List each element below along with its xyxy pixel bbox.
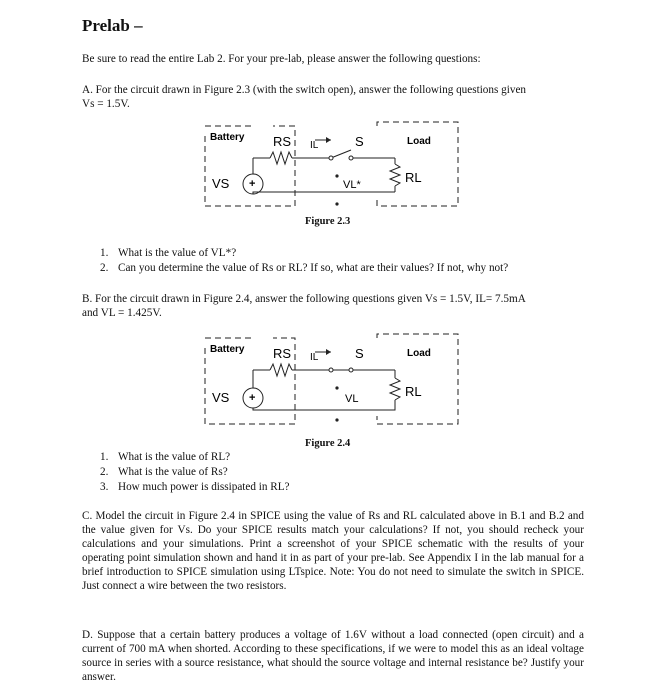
rs-resistor — [270, 152, 292, 164]
section-a-text — [82, 83, 584, 111]
question-a2: 2. Can you determine the value of Rs or RL? If so, what are their values? If not, why not? — [100, 262, 509, 274]
rs-label: RS — [273, 346, 292, 361]
battery-label: Battery — [210, 344, 245, 355]
load-box — [377, 122, 458, 206]
section-b-line2: and VL = 1.425V. — [82, 307, 162, 319]
question-b1: 1. What is the value of RL? — [100, 451, 231, 463]
switch-label: S — [355, 346, 364, 361]
circuit-diagram-2-3 — [195, 118, 465, 218]
page-title: Prelab – — [82, 16, 143, 35]
il-label: IL — [310, 352, 319, 363]
load-label: Load — [407, 136, 431, 147]
figure-2-3 — [195, 118, 465, 227]
section-a-questions — [100, 246, 508, 276]
figure-2-4-caption: Figure 2.4 — [305, 438, 351, 449]
section-d-text: D. Suppose that a certain battery produces a voltage of 1.6V without a load connected (open circuit) and a current of 700 mA when shorted. According to these specifications, if we were to model this as an ideal voltage source in series with a source resistance, what should the source voltage and internal resistance be? Justify your answer. — [82, 629, 584, 683]
vs-label: VS — [212, 390, 230, 405]
battery-label: Battery — [210, 132, 245, 143]
rl-resistor — [390, 164, 400, 186]
section-c-text: C. Model the circuit in Figure 2.4 in SPICE using the value of Rs and RL calculated above in B.1 and B.2 and the value given for Vs. Do your SPICE results match your calculations? If not, you should recheck your calculations and your simulations. Print a screenshot of your SPICE schematic with the results of your operating point simulation shown and hand it in as part of your pre-lab. See Appendix I in the lab manual for a brief introduction to SPICE simulation using LTspice. Note: You do not need to simulate the switch in SPICE. Just connect a wire between the two resistors. — [82, 510, 584, 592]
rs-label: RS — [273, 134, 292, 149]
section-a-line2: Vs = 1.5V. — [82, 98, 130, 110]
question-b2: 2. What is the value of Rs? — [100, 466, 228, 478]
il-label: IL — [310, 140, 319, 151]
question-a1: 1. What is the value of VL*? — [100, 247, 237, 259]
intro-text: Be sure to read the entire Lab 2. For your pre-lab, please answer the following questions: — [82, 53, 481, 65]
circuit-diagram-2-4 — [195, 330, 465, 430]
section-b-text — [82, 292, 584, 320]
rl-label: RL — [405, 170, 422, 185]
section-a-line1: A. For the circuit drawn in Figure 2.3 (with the switch open), answer the following questions given — [82, 84, 526, 96]
question-b3: 3. How much power is dissipated in RL? — [100, 481, 290, 493]
section-b-line1: B. For the circuit drawn in Figure 2.4, answer the following questions given Vs = 1.5V, IL= 7.5mA — [82, 293, 526, 305]
plus-sign: + — [249, 392, 256, 404]
rl-resistor — [390, 378, 400, 400]
figure-2-3-caption: Figure 2.3 — [305, 216, 351, 227]
section-b-questions — [100, 450, 290, 495]
vl-label: VL — [345, 393, 359, 405]
switch-blade — [331, 150, 351, 158]
figure-2-4 — [195, 330, 465, 449]
vs-label: VS — [212, 176, 230, 191]
bottom-wire — [253, 408, 395, 410]
plus-sign: + — [249, 178, 256, 190]
rs-resistor — [270, 364, 292, 376]
vl-label: VL* — [343, 179, 361, 191]
switch-label: S — [355, 134, 364, 149]
rl-label: RL — [405, 384, 422, 399]
load-label: Load — [407, 348, 431, 359]
bottom-wire — [253, 192, 395, 194]
